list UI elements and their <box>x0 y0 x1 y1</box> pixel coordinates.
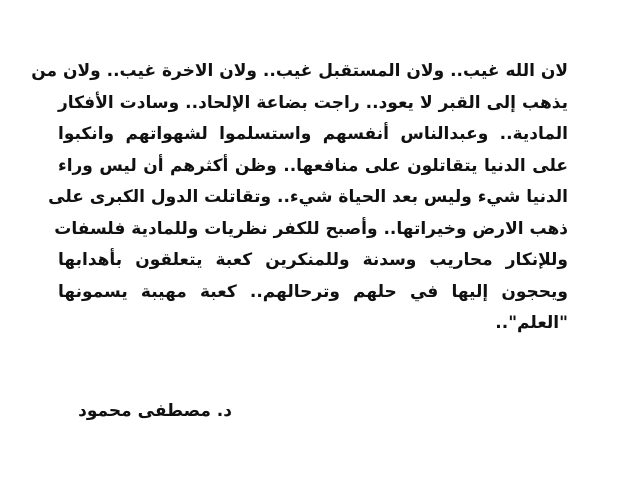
quote-passage <box>31 56 568 340</box>
quote-line-3: المادية.. وعبدالناس أنفسهم واستسلموا لشهواتهم وانكبوا <box>58 124 568 144</box>
quote-line-6: ذهب الارض وخيراتها.. وأصبح للكفر نظريات وللمادية فلسفات <box>54 218 568 239</box>
quote-line-1: لان الله غيب.. ولان المستقبل غيب.. ولان الاخرة غيب.. ولان من <box>31 61 568 81</box>
quote-line-8: ويحجون إليها في حلهم وترحالهم.. كعبة مهيبة يسمونها <box>58 281 568 302</box>
quote-line-2: يذهب إلى القبر لا يعود.. راجت بضاعة الإلحاد.. وسادت الأفكار <box>58 92 568 113</box>
quote-line-7: وللإنكار محاريب وسدنة وللمنكرين كعبة يتعلقون بأهدابها <box>58 250 568 270</box>
quote-line-5: الدنيا شيء وليس بعد الحياة شيء.. وتقاتلت الدول الكبرى على <box>48 187 568 207</box>
quote-line-4: على الدنيا يتقاتلون على منافعها.. وظن أكثرهم أن ليس وراء <box>58 155 568 176</box>
author-signature: د. مصطفى محمود <box>78 401 232 421</box>
quote-line-9: "العلم".. <box>495 313 568 333</box>
